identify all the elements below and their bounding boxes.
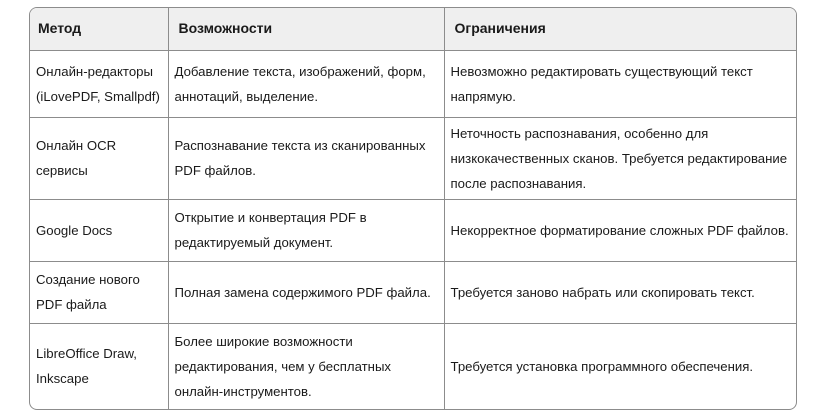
table-row [30,117,796,199]
header-method: Метод [30,8,168,50]
cell-method: Онлайн-редакторы (iLovePDF, Smallpdf) [30,50,168,117]
header-limits: Ограничения [444,8,796,50]
cell-limits: Некорректное форматирование сложных PDF файлов. [444,199,796,261]
table-row [30,50,796,117]
cell-limits: Неточность распознавания, особенно для низкокачественных сканов. Требуется редактирование после распознавания. [444,117,796,199]
cell-limits: Требуется заново набрать или скопировать текст. [444,261,796,323]
cell-method: Google Docs [30,199,168,261]
cell-features: Полная замена содержимого PDF файла. [168,261,444,323]
cell-features: Распознавание текста из сканированных PDF файлов. [168,117,444,199]
cell-method: Создание нового PDF файла [30,261,168,323]
table-row [30,323,796,409]
cell-features: Добавление текста, изображений, форм, аннотаций, выделение. [168,50,444,117]
cell-limits: Требуется установка программного обеспечения. [450,358,754,374]
cell-method: LibreOffice Draw, Inkscape [30,323,168,409]
cell-features: Более широкие возможности редактирования, чем у бесплатных онлайн-инструментов. [168,323,444,409]
comparison-table-container [29,7,797,410]
table-header-row [30,8,796,50]
table-row [30,199,796,261]
table-row [30,261,796,323]
cell-method: Онлайн OCR сервисы [30,117,168,199]
cell-limits: Невозможно редактировать существующий текст напрямую. [444,50,796,117]
comparison-table [30,8,796,409]
cell-features: Открытие и конвертация PDF в редактируемый документ. [168,199,444,261]
header-features: Возможности [168,8,444,50]
